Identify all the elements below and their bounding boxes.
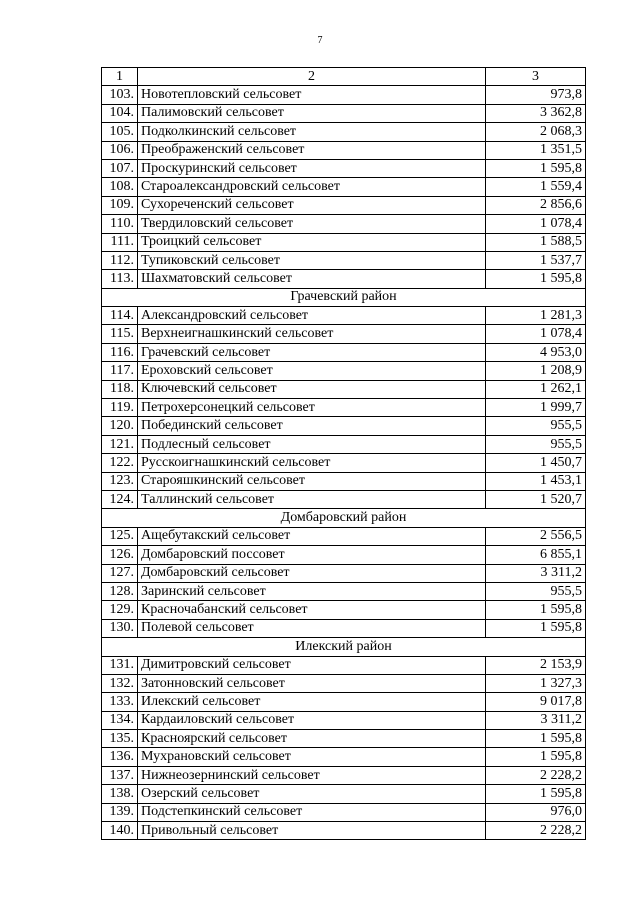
amount-value: 1 520,7 [486,490,586,508]
row-number: 124. [102,490,138,508]
table-row [102,748,586,766]
row-number: 140. [102,822,138,840]
council-name: Петрохерсонецкий сельсовет [138,399,486,417]
row-number: 132. [102,674,138,692]
amount-value: 1 595,8 [486,601,586,619]
row-number: 108. [102,178,138,196]
row-number: 139. [102,803,138,821]
table-row [102,564,586,582]
district-name: Илекский район [102,638,586,656]
council-name: Александровский сельсовет [138,307,486,325]
table-row [102,233,586,251]
council-name: Шахматовский сельсовет [138,270,486,288]
column-header-value: 3 [486,68,586,86]
council-name: Подлесный сельсовет [138,435,486,453]
council-name: Староалександровский сельсовет [138,178,486,196]
council-name: Домбаровский поссовет [138,546,486,564]
amount-value: 1 453,1 [486,472,586,490]
amount-value: 1 327,3 [486,674,586,692]
row-number: 118. [102,380,138,398]
table-row [102,196,586,214]
amount-value: 955,5 [486,582,586,600]
amount-value: 1 595,8 [486,785,586,803]
row-number: 131. [102,656,138,674]
row-number: 104. [102,104,138,122]
council-name: Твердиловский сельсовет [138,215,486,233]
table-row [102,86,586,104]
table-row [102,582,586,600]
row-number: 115. [102,325,138,343]
council-name: Троицкий сельсовет [138,233,486,251]
row-number: 135. [102,730,138,748]
row-number: 119. [102,399,138,417]
amount-value: 1 281,3 [486,307,586,325]
table-body [102,68,586,840]
row-number: 105. [102,123,138,141]
row-number: 114. [102,307,138,325]
row-number: 113. [102,270,138,288]
council-name: Красноярский сельсовет [138,730,486,748]
council-name: Димитровский сельсовет [138,656,486,674]
table-row [102,399,586,417]
council-name: Подстепкинский сельсовет [138,803,486,821]
council-name: Заринский сельсовет [138,582,486,600]
table-row [102,141,586,159]
table-row [102,766,586,784]
row-number: 123. [102,472,138,490]
table-row [102,454,586,472]
council-name: Привольный сельсовет [138,822,486,840]
row-number: 128. [102,582,138,600]
amount-value: 9 017,8 [486,693,586,711]
table-row [102,380,586,398]
row-number: 117. [102,362,138,380]
row-number: 103. [102,86,138,104]
amount-value: 4 953,0 [486,343,586,361]
row-number: 129. [102,601,138,619]
council-name: Подколкинский сельсовет [138,123,486,141]
column-header-number: 1 [102,68,138,86]
amount-value: 1 595,8 [486,748,586,766]
table-row [102,178,586,196]
table-row [102,822,586,840]
row-number: 134. [102,711,138,729]
council-name: Побединский сельсовет [138,417,486,435]
row-number: 109. [102,196,138,214]
amount-value: 1 595,8 [486,270,586,288]
amount-value: 1 595,8 [486,730,586,748]
table-row [102,159,586,177]
council-name: Русскоигнашкинский сельсовет [138,454,486,472]
council-name: Преображенский сельсовет [138,141,486,159]
council-name: Озерский сельсовет [138,785,486,803]
table-row [102,270,586,288]
table-row [102,104,586,122]
row-number: 110. [102,215,138,233]
council-name: Верхнеигнашкинский сельсовет [138,325,486,343]
council-name: Домбаровский сельсовет [138,564,486,582]
district-header-row [102,638,586,656]
council-name: Ероховский сельсовет [138,362,486,380]
amount-value: 2 228,2 [486,822,586,840]
table-row [102,527,586,545]
row-number: 133. [102,693,138,711]
row-number: 122. [102,454,138,472]
amount-value: 1 351,5 [486,141,586,159]
amount-value: 955,5 [486,417,586,435]
allocation-table [101,67,586,840]
amount-value: 976,0 [486,803,586,821]
amount-value: 1 078,4 [486,215,586,233]
table-row [102,619,586,637]
council-name: Илекский сельсовет [138,693,486,711]
amount-value: 973,8 [486,86,586,104]
row-number: 125. [102,527,138,545]
row-number: 116. [102,343,138,361]
council-name: Мухрановский сельсовет [138,748,486,766]
table-row [102,343,586,361]
row-number: 112. [102,251,138,269]
amount-value: 2 068,3 [486,123,586,141]
amount-value: 1 208,9 [486,362,586,380]
council-name: Палимовский сельсовет [138,104,486,122]
table-row [102,472,586,490]
council-name: Проскуринский сельсовет [138,159,486,177]
table-row [102,785,586,803]
council-name: Новотепловский сельсовет [138,86,486,104]
row-number: 138. [102,785,138,803]
table-header-row [102,68,586,86]
row-number: 121. [102,435,138,453]
table-row [102,656,586,674]
page-number: 7 [317,35,323,46]
table-row [102,417,586,435]
amount-value: 955,5 [486,435,586,453]
row-number: 126. [102,546,138,564]
row-number: 137. [102,766,138,784]
council-name: Полевой сельсовет [138,619,486,637]
amount-value: 3 362,8 [486,104,586,122]
amount-value: 1 595,8 [486,619,586,637]
district-name: Грачевский район [102,288,586,306]
table-row [102,362,586,380]
column-header-name: 2 [138,68,486,86]
table-row [102,601,586,619]
council-name: Сухореченский сельсовет [138,196,486,214]
table-row [102,251,586,269]
row-number: 127. [102,564,138,582]
amount-value: 2 153,9 [486,656,586,674]
table-row [102,490,586,508]
table-row [102,325,586,343]
table-row [102,215,586,233]
council-name: Красночабанский сельсовет [138,601,486,619]
row-number: 136. [102,748,138,766]
council-name: Ащебутакский сельсовет [138,527,486,545]
table-row [102,693,586,711]
table-row [102,546,586,564]
amount-value: 1 588,5 [486,233,586,251]
amount-value: 1 595,8 [486,159,586,177]
amount-value: 1 559,4 [486,178,586,196]
amount-value: 1 537,7 [486,251,586,269]
amount-value: 2 856,6 [486,196,586,214]
table-row [102,435,586,453]
council-name: Нижнеозернинский сельсовет [138,766,486,784]
council-name: Затонновский сельсовет [138,674,486,692]
council-name: Старояшкинский сельсовет [138,472,486,490]
council-name: Тупиковский сельсовет [138,251,486,269]
row-number: 107. [102,159,138,177]
amount-value: 6 855,1 [486,546,586,564]
amount-value: 3 311,2 [486,564,586,582]
council-name: Таллинский сельсовет [138,490,486,508]
amount-value: 1 450,7 [486,454,586,472]
district-header-row [102,509,586,527]
amount-value: 2 228,2 [486,766,586,784]
amount-value: 2 556,5 [486,527,586,545]
council-name: Грачевский сельсовет [138,343,486,361]
amount-value: 1 999,7 [486,399,586,417]
row-number: 106. [102,141,138,159]
amount-value: 1 078,4 [486,325,586,343]
row-number: 111. [102,233,138,251]
district-header-row [102,288,586,306]
amount-value: 3 311,2 [486,711,586,729]
amount-value: 1 262,1 [486,380,586,398]
table-row [102,674,586,692]
table-row [102,123,586,141]
row-number: 120. [102,417,138,435]
table-row [102,730,586,748]
table-row [102,711,586,729]
table-row [102,307,586,325]
row-number: 130. [102,619,138,637]
council-name: Кардаиловский сельсовет [138,711,486,729]
district-name: Домбаровский район [102,509,586,527]
table-row [102,803,586,821]
council-name: Ключевский сельсовет [138,380,486,398]
